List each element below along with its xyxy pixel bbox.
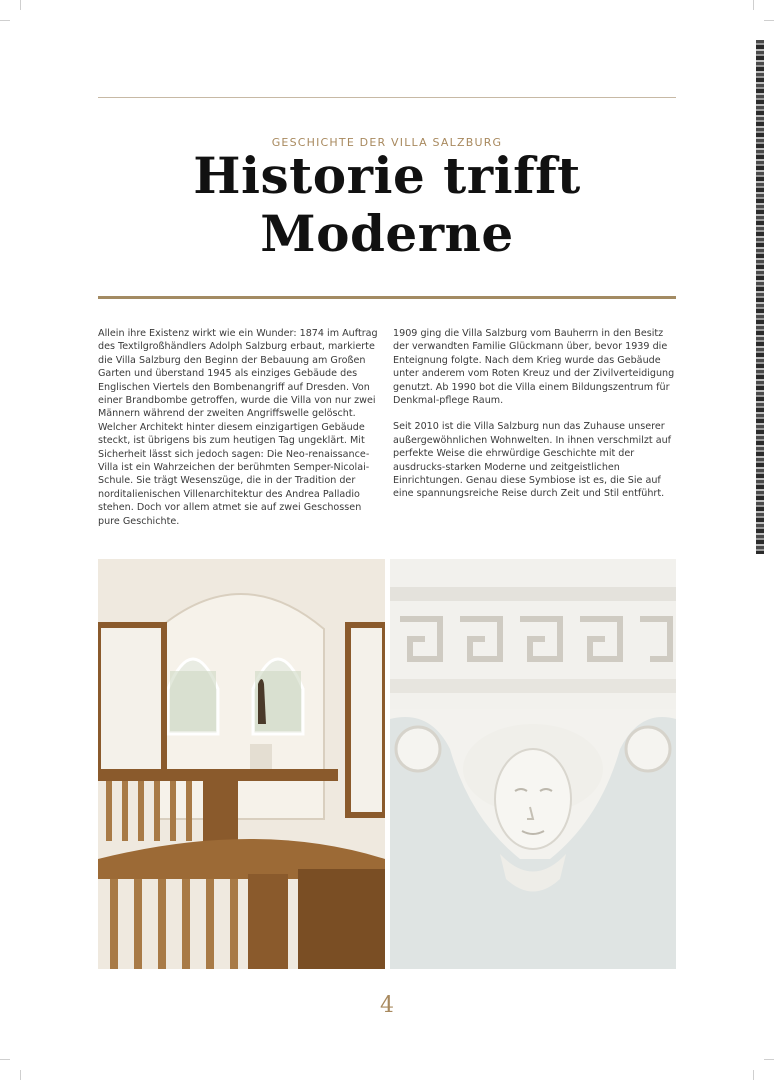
top-divider (98, 97, 676, 98)
paragraph-history: Allein ihre Existenz wirkt wie ein Wunder: 1874 im Auftrag des Textilgroßhändlers Adolph Salzburg erbaut, markierte die Villa Salzburg den Beginn der Bebauung am Großen Garten und überstand 1945 als einziges Gebäude des Englischen Viertels den Bombenangriff auf Dresden. Von einer Brandbombe getroffen, wurde die Villa von nur zwei Männern während der zweiten Angriffswelle gelöscht. Welcher Architekt hinter diesem einzigartigen Gebäude steckt, ist übrigens bis zum heutigen Tag ungeklärt. Mit Sicherheit lässt sich jedoch sagen: Die Neo-renaissance-Villa ist ein Wahrzeichen der berühmten Semper-Nicolai-Schule. Sie trägt Wesenszüge, die in der Tradition der norditalienischen Villenarchitektur des Andrea Palladio stehen. Doch vor allem atmet sie auf zwei Geschossen pure Geschichte. (98, 328, 378, 527)
title-line-1: Historie trifft (193, 146, 581, 205)
text-column-left (98, 327, 380, 541)
crop-mark (753, 0, 754, 10)
staircase-illustration (98, 559, 385, 969)
crop-mark (753, 1070, 754, 1080)
gold-divider (98, 296, 676, 299)
photo-staircase-hall (98, 559, 385, 969)
section-eyebrow: GESCHICHTE DER VILLA SALZBURG (271, 136, 503, 149)
paragraph-present: Seit 2010 ist die Villa Salzburg nun das Zuhause unserer außergewöhnlichen Wohnwelten. In ihnen verschmilzt auf perfekte Weise die ehrwürdige Geschichte mit der ausdrucks-starken Moderne und zeitgeistlichen Einrichtungen. Genau diese Symbiose ist es, die Sie auf eine spannungsreiche Reise durch Zeit und Stil entführt. (393, 421, 672, 500)
stucco-illustration (390, 559, 676, 969)
photo-stucco-ornament (390, 559, 676, 969)
adjacent-page-edge (756, 40, 764, 554)
title-line-2: Moderne (260, 204, 514, 263)
text-column-right (393, 327, 676, 514)
page-title (0, 147, 774, 263)
crop-mark (20, 1070, 21, 1080)
page-number: 4 (380, 993, 394, 1018)
crop-mark (0, 20, 10, 21)
crop-mark (764, 20, 774, 21)
crop-mark (0, 1059, 10, 1060)
paragraph-ownership: 1909 ging die Villa Salzburg vom Bauherrn in den Besitz der verwandten Familie Glückmann über, bevor 1939 die Enteignung folgte. Nach dem Krieg wurde das Gebäude unter anderem vom Roten Kreuz und der Zivilverteidigung genutzt. Ab 1990 bot die Villa einem Bildungszentrum für Denkmal-pflege Raum. (393, 328, 675, 407)
crop-mark (764, 1059, 774, 1060)
crop-mark (20, 0, 21, 10)
